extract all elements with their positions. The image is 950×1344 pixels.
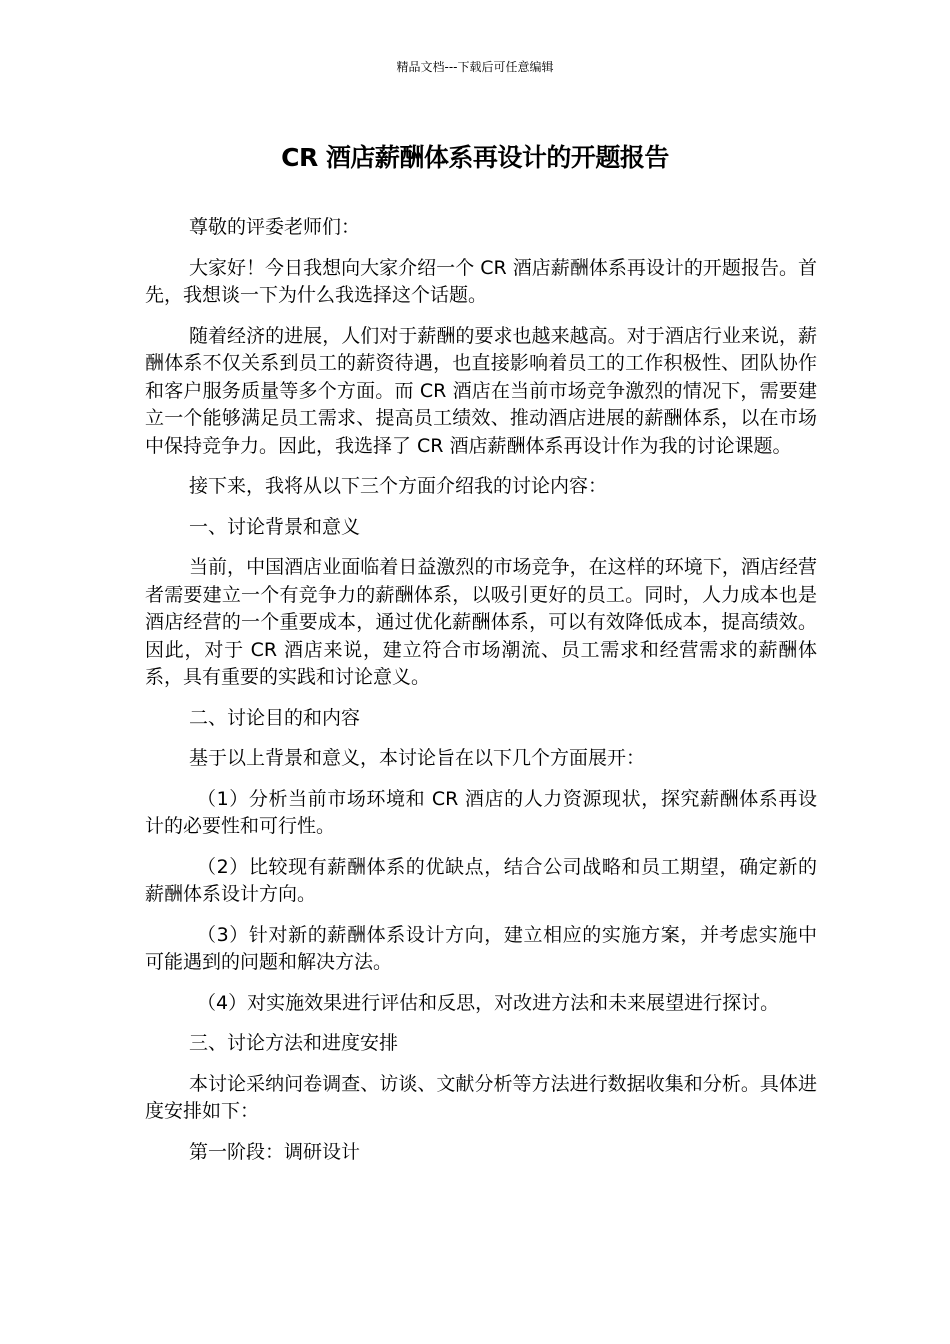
- objective-item-3: （3）针对新的薪酬体系设计方向，建立相应的实施方案，并考虑实施中可能遇到的问题和解决方法。: [145, 923, 817, 973]
- salutation: 尊敬的评委老师们：: [189, 216, 361, 238]
- phase-one-heading: 第一阶段：调研设计: [189, 1140, 361, 1163]
- page-header-note: 精品文档---下载后可任意编辑: [396, 60, 554, 74]
- outline-paragraph: 接下来，我将从以下三个方面介绍我的讨论内容：: [189, 475, 608, 497]
- objective-item-2: （2）比较现有薪酬体系的优缺点，结合公司战略和员工期望，确定新的薪酬体系设计方向。: [145, 855, 817, 905]
- background-paragraph: 当前，中国酒店业面临着日益激烈的市场竞争，在这样的环境下，酒店经营者需要建立一个有竞争力的薪酬体系，以吸引更好的员工。同时，人力成本也是酒店经营的一个重要成本，通过优化薪酬体系，可以有效降低成本，提高绩效。因此，对于 CR 酒店来说，建立符合市场潮流、员工需求和经营需求的薪酬体系，具有重要的实践和讨论意义。: [145, 556, 817, 688]
- motivation-paragraph: 随着经济的进展，人们对于薪酬的要求也越来越高。对于酒店行业来说，薪酬体系不仅关系到员工的薪资待遇，也直接影响着员工的工作积极性、团队协作和客户服务质量等多个方面。而 CR 酒店在当前市场竞争激烈的情况下，需要建立一个能够满足员工需求、提高员工绩效、推动酒店进展的薪酬体系，以在市场中保持竞争力。因此，我选择了 CR 酒店薪酬体系再设计作为我的讨论课题。: [145, 324, 817, 457]
- objective-item-4: （4）对实施效果进行评估和反思，对改进方法和未来展望进行探讨。: [197, 991, 780, 1014]
- section-heading-background: 一、讨论背景和意义: [189, 515, 361, 538]
- document-title: CR 酒店薪酬体系再设计的开题报告: [281, 143, 669, 172]
- intro-paragraph: 大家好！今日我想向大家介绍一个 CR 酒店薪酬体系再设计的开题报告。首先，我想谈一下为什么我选择这个话题。: [145, 256, 817, 306]
- section-heading-objectives: 二、讨论目的和内容: [189, 706, 361, 729]
- section-heading-methods: 三、讨论方法和进度安排: [189, 1032, 399, 1054]
- objective-item-1: （1）分析当前市场环境和 CR 酒店的人力资源现状，探究薪酬体系再设计的必要性和可行性。: [145, 787, 817, 837]
- methods-paragraph: 本讨论采纳问卷调查、访谈、文献分析等方法进行数据收集和分析。具体进度安排如下：: [145, 1072, 817, 1122]
- document-body: [145, 214, 817, 1179]
- objectives-intro-paragraph: 基于以上背景和意义，本讨论旨在以下几个方面展开：: [189, 747, 646, 769]
